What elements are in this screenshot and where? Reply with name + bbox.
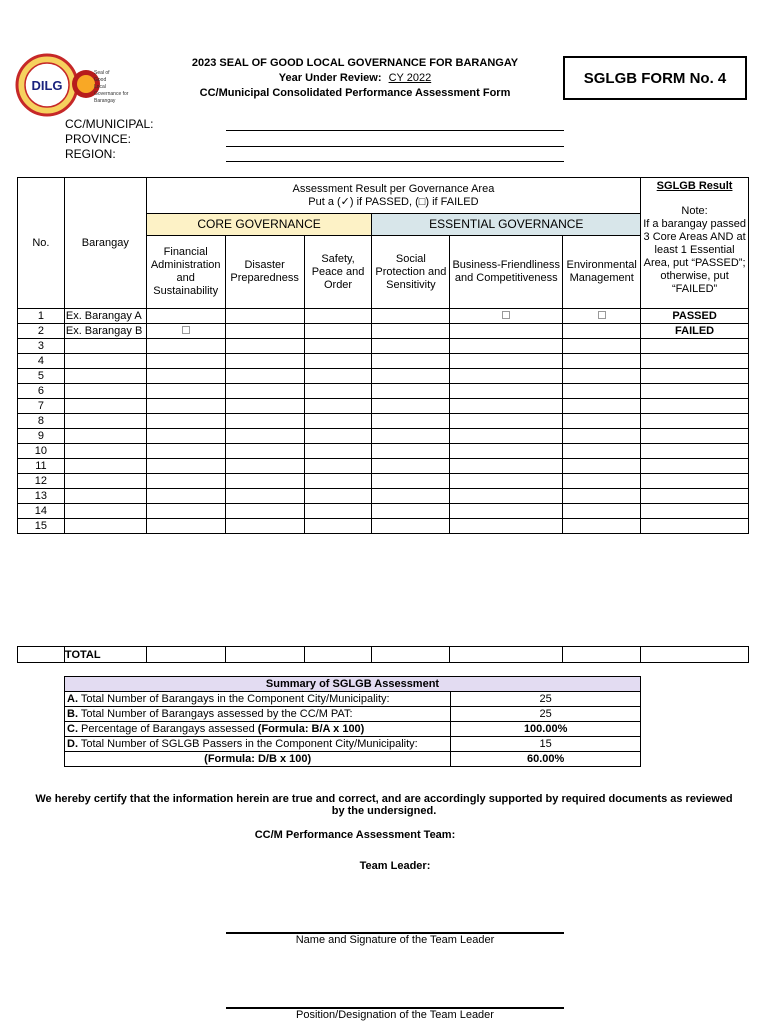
- summary-value: 25: [451, 707, 641, 722]
- province-line: [226, 146, 564, 147]
- row-result: [641, 474, 749, 489]
- table-row: [18, 354, 749, 369]
- result-header: [641, 178, 749, 309]
- row-barangay: [64, 414, 146, 429]
- summary-value-e: 60.00%: [451, 752, 641, 767]
- result-note-label: Note:: [681, 205, 708, 217]
- table-row: [18, 384, 749, 399]
- row-number: 14: [18, 504, 65, 519]
- assessment-line1: Assessment Result per Governance Area: [292, 182, 495, 195]
- summary-formula: (Formula: B/A x 100): [257, 723, 365, 735]
- assessment-line2: Put a (✓) if PASSED, (□) if FAILED: [308, 195, 479, 208]
- row-area-cell[interactable]: [225, 474, 304, 489]
- row-number: 11: [18, 459, 65, 474]
- total-cell: [146, 647, 225, 663]
- row-number: 4: [18, 354, 65, 369]
- province-label: PROVINCE:: [65, 132, 132, 146]
- row-area-cell[interactable]: [372, 339, 450, 354]
- assessment-header: [146, 178, 640, 214]
- row-result: [641, 459, 749, 474]
- row-result: [641, 414, 749, 429]
- logo-line2: Good: [94, 77, 107, 83]
- row-number: 9: [18, 429, 65, 444]
- row-area-cell[interactable]: [225, 399, 304, 414]
- form-title: 2023 SEAL OF GOOD LOCAL GOVERNANCE FOR BARANGAY: [191, 57, 519, 69]
- row-barangay: [64, 369, 146, 384]
- signature-label: Name and Signature of the Team Leader: [295, 934, 495, 946]
- table-row: [18, 519, 749, 534]
- row-result: [641, 489, 749, 504]
- failed-box-icon: [182, 326, 190, 334]
- result-note-text: If a barangay passed 3 Core Areas AND at least 1 Essential Area, put “PASSED”; otherwise, put “FAILED”: [643, 218, 746, 295]
- region-line: [226, 161, 564, 162]
- row-area-cell[interactable]: [372, 324, 450, 339]
- area-social-header: Social Protection and Sensitivity: [372, 236, 450, 309]
- summary-label-cell: [65, 737, 451, 752]
- summary-value: 100.00%: [451, 722, 641, 737]
- row-area-cell[interactable]: [146, 489, 225, 504]
- result-title: SGLGB Result: [656, 180, 733, 192]
- row-barangay: [64, 384, 146, 399]
- row-area-cell[interactable]: [450, 444, 563, 459]
- row-area-cell[interactable]: [372, 474, 450, 489]
- row-number: 2: [18, 324, 65, 339]
- row-area-cell[interactable]: [450, 489, 563, 504]
- row-area-cell[interactable]: [372, 459, 450, 474]
- summary-row: [65, 692, 641, 707]
- row-area-cell[interactable]: [563, 444, 641, 459]
- row-area-cell[interactable]: [563, 429, 641, 444]
- table-row: [18, 504, 749, 519]
- row-area-cell[interactable]: [450, 414, 563, 429]
- summary-key: C.: [67, 723, 78, 735]
- row-area-cell[interactable]: [372, 414, 450, 429]
- row-area-cell[interactable]: [372, 309, 450, 324]
- row-area-cell[interactable]: [225, 504, 304, 519]
- total-cell: [372, 647, 450, 663]
- table-row: [18, 339, 749, 354]
- logo-agency-text: DILG: [31, 78, 63, 93]
- total-cell: [450, 647, 563, 663]
- row-area-cell[interactable]: [563, 399, 641, 414]
- row-area-cell[interactable]: [225, 519, 304, 534]
- row-area-cell[interactable]: [304, 369, 372, 384]
- row-area-cell[interactable]: [146, 354, 225, 369]
- total-cell: [304, 647, 372, 663]
- team-title: CC/M Performance Assessment Team:: [254, 829, 456, 841]
- total-cell: [225, 647, 304, 663]
- row-area-cell[interactable]: [450, 369, 563, 384]
- row-area-cell[interactable]: [450, 519, 563, 534]
- row-area-cell[interactable]: [304, 339, 372, 354]
- summary-label-cell: [65, 692, 451, 707]
- table-row: [18, 489, 749, 504]
- row-area-cell[interactable]: [563, 384, 641, 399]
- total-spacer: [18, 647, 65, 663]
- summary-table: [64, 676, 641, 767]
- area-safety-header: Safety, Peace and Order: [304, 236, 372, 309]
- table-row: [18, 474, 749, 489]
- table-row: [18, 444, 749, 459]
- summary-row: [65, 737, 641, 752]
- table-row: [18, 309, 749, 324]
- row-area-cell[interactable]: [563, 519, 641, 534]
- row-area-cell[interactable]: [225, 384, 304, 399]
- row-area-cell[interactable]: [563, 339, 641, 354]
- row-area-cell[interactable]: [304, 459, 372, 474]
- row-area-cell[interactable]: [304, 399, 372, 414]
- row-area-cell[interactable]: [146, 324, 225, 339]
- row-barangay: [64, 474, 146, 489]
- total-label: TOTAL: [64, 647, 146, 663]
- row-barangay: [64, 504, 146, 519]
- table-row: [18, 369, 749, 384]
- row-result: FAILED: [641, 324, 749, 339]
- row-barangay: [64, 519, 146, 534]
- row-area-cell[interactable]: [450, 504, 563, 519]
- total-cell: [641, 647, 749, 663]
- row-area-cell[interactable]: [372, 489, 450, 504]
- essential-governance-header: ESSENTIAL GOVERNANCE: [372, 214, 641, 236]
- row-result: [641, 354, 749, 369]
- row-result: [641, 504, 749, 519]
- row-area-cell[interactable]: [563, 369, 641, 384]
- row-area-cell[interactable]: [225, 444, 304, 459]
- row-number: 13: [18, 489, 65, 504]
- row-area-cell[interactable]: [304, 309, 372, 324]
- total-table: [17, 646, 749, 663]
- row-number: 1: [18, 309, 65, 324]
- row-area-cell[interactable]: [146, 309, 225, 324]
- row-barangay: Ex. Barangay B: [64, 324, 146, 339]
- summary-row: [65, 722, 641, 737]
- area-environment-header: Environmental Management: [563, 236, 641, 309]
- form-number-box: SGLGB FORM No. 4: [563, 56, 747, 100]
- row-area-cell[interactable]: [563, 309, 641, 324]
- summary-label-cell: [65, 707, 451, 722]
- row-area-cell[interactable]: [225, 489, 304, 504]
- table-row: [18, 459, 749, 474]
- row-barangay: [64, 354, 146, 369]
- row-area-cell[interactable]: [146, 429, 225, 444]
- assessment-table: [17, 177, 749, 534]
- row-area-cell[interactable]: [146, 399, 225, 414]
- summary-label: Total Number of Barangays in the Component City/Municipality:: [78, 693, 390, 705]
- row-area-cell[interactable]: [450, 474, 563, 489]
- dilg-sglgb-logo: [14, 52, 154, 118]
- row-area-cell[interactable]: [372, 429, 450, 444]
- row-area-cell[interactable]: [372, 354, 450, 369]
- row-number: 5: [18, 369, 65, 384]
- row-area-cell[interactable]: [304, 384, 372, 399]
- row-area-cell[interactable]: [225, 369, 304, 384]
- row-area-cell[interactable]: [563, 504, 641, 519]
- row-area-cell[interactable]: [563, 354, 641, 369]
- summary-value: 25: [451, 692, 641, 707]
- row-area-cell[interactable]: [304, 414, 372, 429]
- row-area-cell[interactable]: [372, 384, 450, 399]
- summary-label: Percentage of Barangays assessed: [78, 723, 258, 735]
- year-value: CY 2022: [388, 72, 432, 84]
- row-area-cell[interactable]: [146, 414, 225, 429]
- row-area-cell[interactable]: [304, 354, 372, 369]
- row-area-cell[interactable]: [146, 444, 225, 459]
- summary-key: A.: [67, 693, 78, 705]
- row-barangay: [64, 459, 146, 474]
- row-barangay: [64, 489, 146, 504]
- row-area-cell[interactable]: [146, 384, 225, 399]
- table-row: [18, 324, 749, 339]
- row-barangay: [64, 339, 146, 354]
- row-area-cell[interactable]: [450, 309, 563, 324]
- row-result: [641, 339, 749, 354]
- total-cell: [563, 647, 641, 663]
- summary-row: [65, 707, 641, 722]
- row-area-cell[interactable]: [450, 429, 563, 444]
- table-row: [18, 429, 749, 444]
- area-financial-header: Financial Administration and Sustainability: [146, 236, 225, 309]
- row-area-cell[interactable]: [450, 324, 563, 339]
- failed-box-icon: [502, 311, 510, 319]
- summary-label-cell: [65, 722, 451, 737]
- cc-municipal-label: CC/MUNICIPAL:: [65, 117, 154, 131]
- year-label: Year Under Review:: [278, 72, 382, 84]
- row-area-cell[interactable]: [304, 474, 372, 489]
- area-disaster-header: Disaster Preparedness: [225, 236, 304, 309]
- form-subtitle: CC/Municipal Consolidated Performance Assessment Form: [199, 87, 511, 99]
- row-area-cell[interactable]: [372, 444, 450, 459]
- table-row: [18, 414, 749, 429]
- row-area-cell[interactable]: [372, 369, 450, 384]
- row-area-cell[interactable]: [450, 354, 563, 369]
- logo-line1: Seal of: [94, 70, 110, 76]
- row-barangay: [64, 399, 146, 414]
- row-area-cell[interactable]: [372, 519, 450, 534]
- team-leader-label: Team Leader:: [359, 860, 431, 872]
- core-governance-header: CORE GOVERNANCE: [146, 214, 372, 236]
- row-area-cell[interactable]: [450, 384, 563, 399]
- row-number: 3: [18, 339, 65, 354]
- summary-value: 15: [451, 737, 641, 752]
- row-area-cell[interactable]: [450, 459, 563, 474]
- row-area-cell[interactable]: [225, 414, 304, 429]
- row-area-cell[interactable]: [146, 339, 225, 354]
- row-number: 15: [18, 519, 65, 534]
- logo-line5: Barangay: [94, 98, 116, 104]
- row-area-cell[interactable]: [146, 474, 225, 489]
- row-area-cell[interactable]: [146, 369, 225, 384]
- row-area-cell[interactable]: [304, 429, 372, 444]
- row-barangay: [64, 429, 146, 444]
- table-row: [18, 399, 749, 414]
- row-area-cell[interactable]: [225, 459, 304, 474]
- logo-line4: Governance for: [94, 91, 129, 97]
- row-area-cell[interactable]: [372, 399, 450, 414]
- summary-title: Summary of SGLGB Assessment: [65, 677, 641, 692]
- row-result: [641, 429, 749, 444]
- row-result: [641, 399, 749, 414]
- row-area-cell[interactable]: [304, 324, 372, 339]
- row-area-cell[interactable]: [563, 459, 641, 474]
- row-area-cell[interactable]: [225, 339, 304, 354]
- row-result: [641, 519, 749, 534]
- row-number: 10: [18, 444, 65, 459]
- row-area-cell[interactable]: [304, 489, 372, 504]
- row-area-cell[interactable]: [304, 519, 372, 534]
- row-area-cell[interactable]: [372, 504, 450, 519]
- row-result: [641, 444, 749, 459]
- row-number: 12: [18, 474, 65, 489]
- position-label: Position/Designation of the Team Leader: [296, 1009, 494, 1021]
- region-label: REGION:: [65, 147, 116, 161]
- row-area-cell[interactable]: [304, 504, 372, 519]
- area-business-header: Business-Friendliness and Competitiveness: [450, 236, 563, 309]
- summary-label: Total Number of SGLGB Passers in the Component City/Municipality:: [78, 738, 418, 750]
- row-area-cell[interactable]: [146, 519, 225, 534]
- row-area-cell[interactable]: [563, 489, 641, 504]
- summary-key: B.: [67, 708, 78, 720]
- row-area-cell[interactable]: [563, 474, 641, 489]
- row-barangay: Ex. Barangay A: [64, 309, 146, 324]
- row-area-cell[interactable]: [225, 354, 304, 369]
- row-result: PASSED: [641, 309, 749, 324]
- row-number: 7: [18, 399, 65, 414]
- row-area-cell[interactable]: [563, 414, 641, 429]
- row-area-cell[interactable]: [563, 324, 641, 339]
- row-area-cell[interactable]: [304, 444, 372, 459]
- logo-line3: Local: [94, 84, 106, 90]
- row-number: 6: [18, 384, 65, 399]
- row-area-cell[interactable]: [225, 429, 304, 444]
- row-result: [641, 369, 749, 384]
- row-area-cell[interactable]: [450, 399, 563, 414]
- summary-label: Total Number of Barangays assessed by the CC/M PAT:: [78, 708, 353, 720]
- cc-municipal-line: [226, 130, 564, 131]
- row-area-cell[interactable]: [450, 339, 563, 354]
- row-area-cell[interactable]: [225, 309, 304, 324]
- row-barangay: [64, 444, 146, 459]
- col-barangay-header: Barangay: [64, 178, 146, 309]
- summary-key: D.: [67, 738, 78, 750]
- row-number: 8: [18, 414, 65, 429]
- failed-box-icon: [598, 311, 606, 319]
- certification-text: We hereby certify that the information herein are true and correct, and are accordingly supported by required documents as reviewed by the undersigned.: [35, 793, 733, 817]
- row-area-cell[interactable]: [146, 504, 225, 519]
- row-area-cell[interactable]: [146, 459, 225, 474]
- year-under-review: [150, 72, 560, 84]
- row-result: [641, 384, 749, 399]
- row-area-cell[interactable]: [225, 324, 304, 339]
- col-no-header: No.: [18, 178, 65, 309]
- summary-formula-d: (Formula: D/B x 100): [65, 752, 451, 767]
